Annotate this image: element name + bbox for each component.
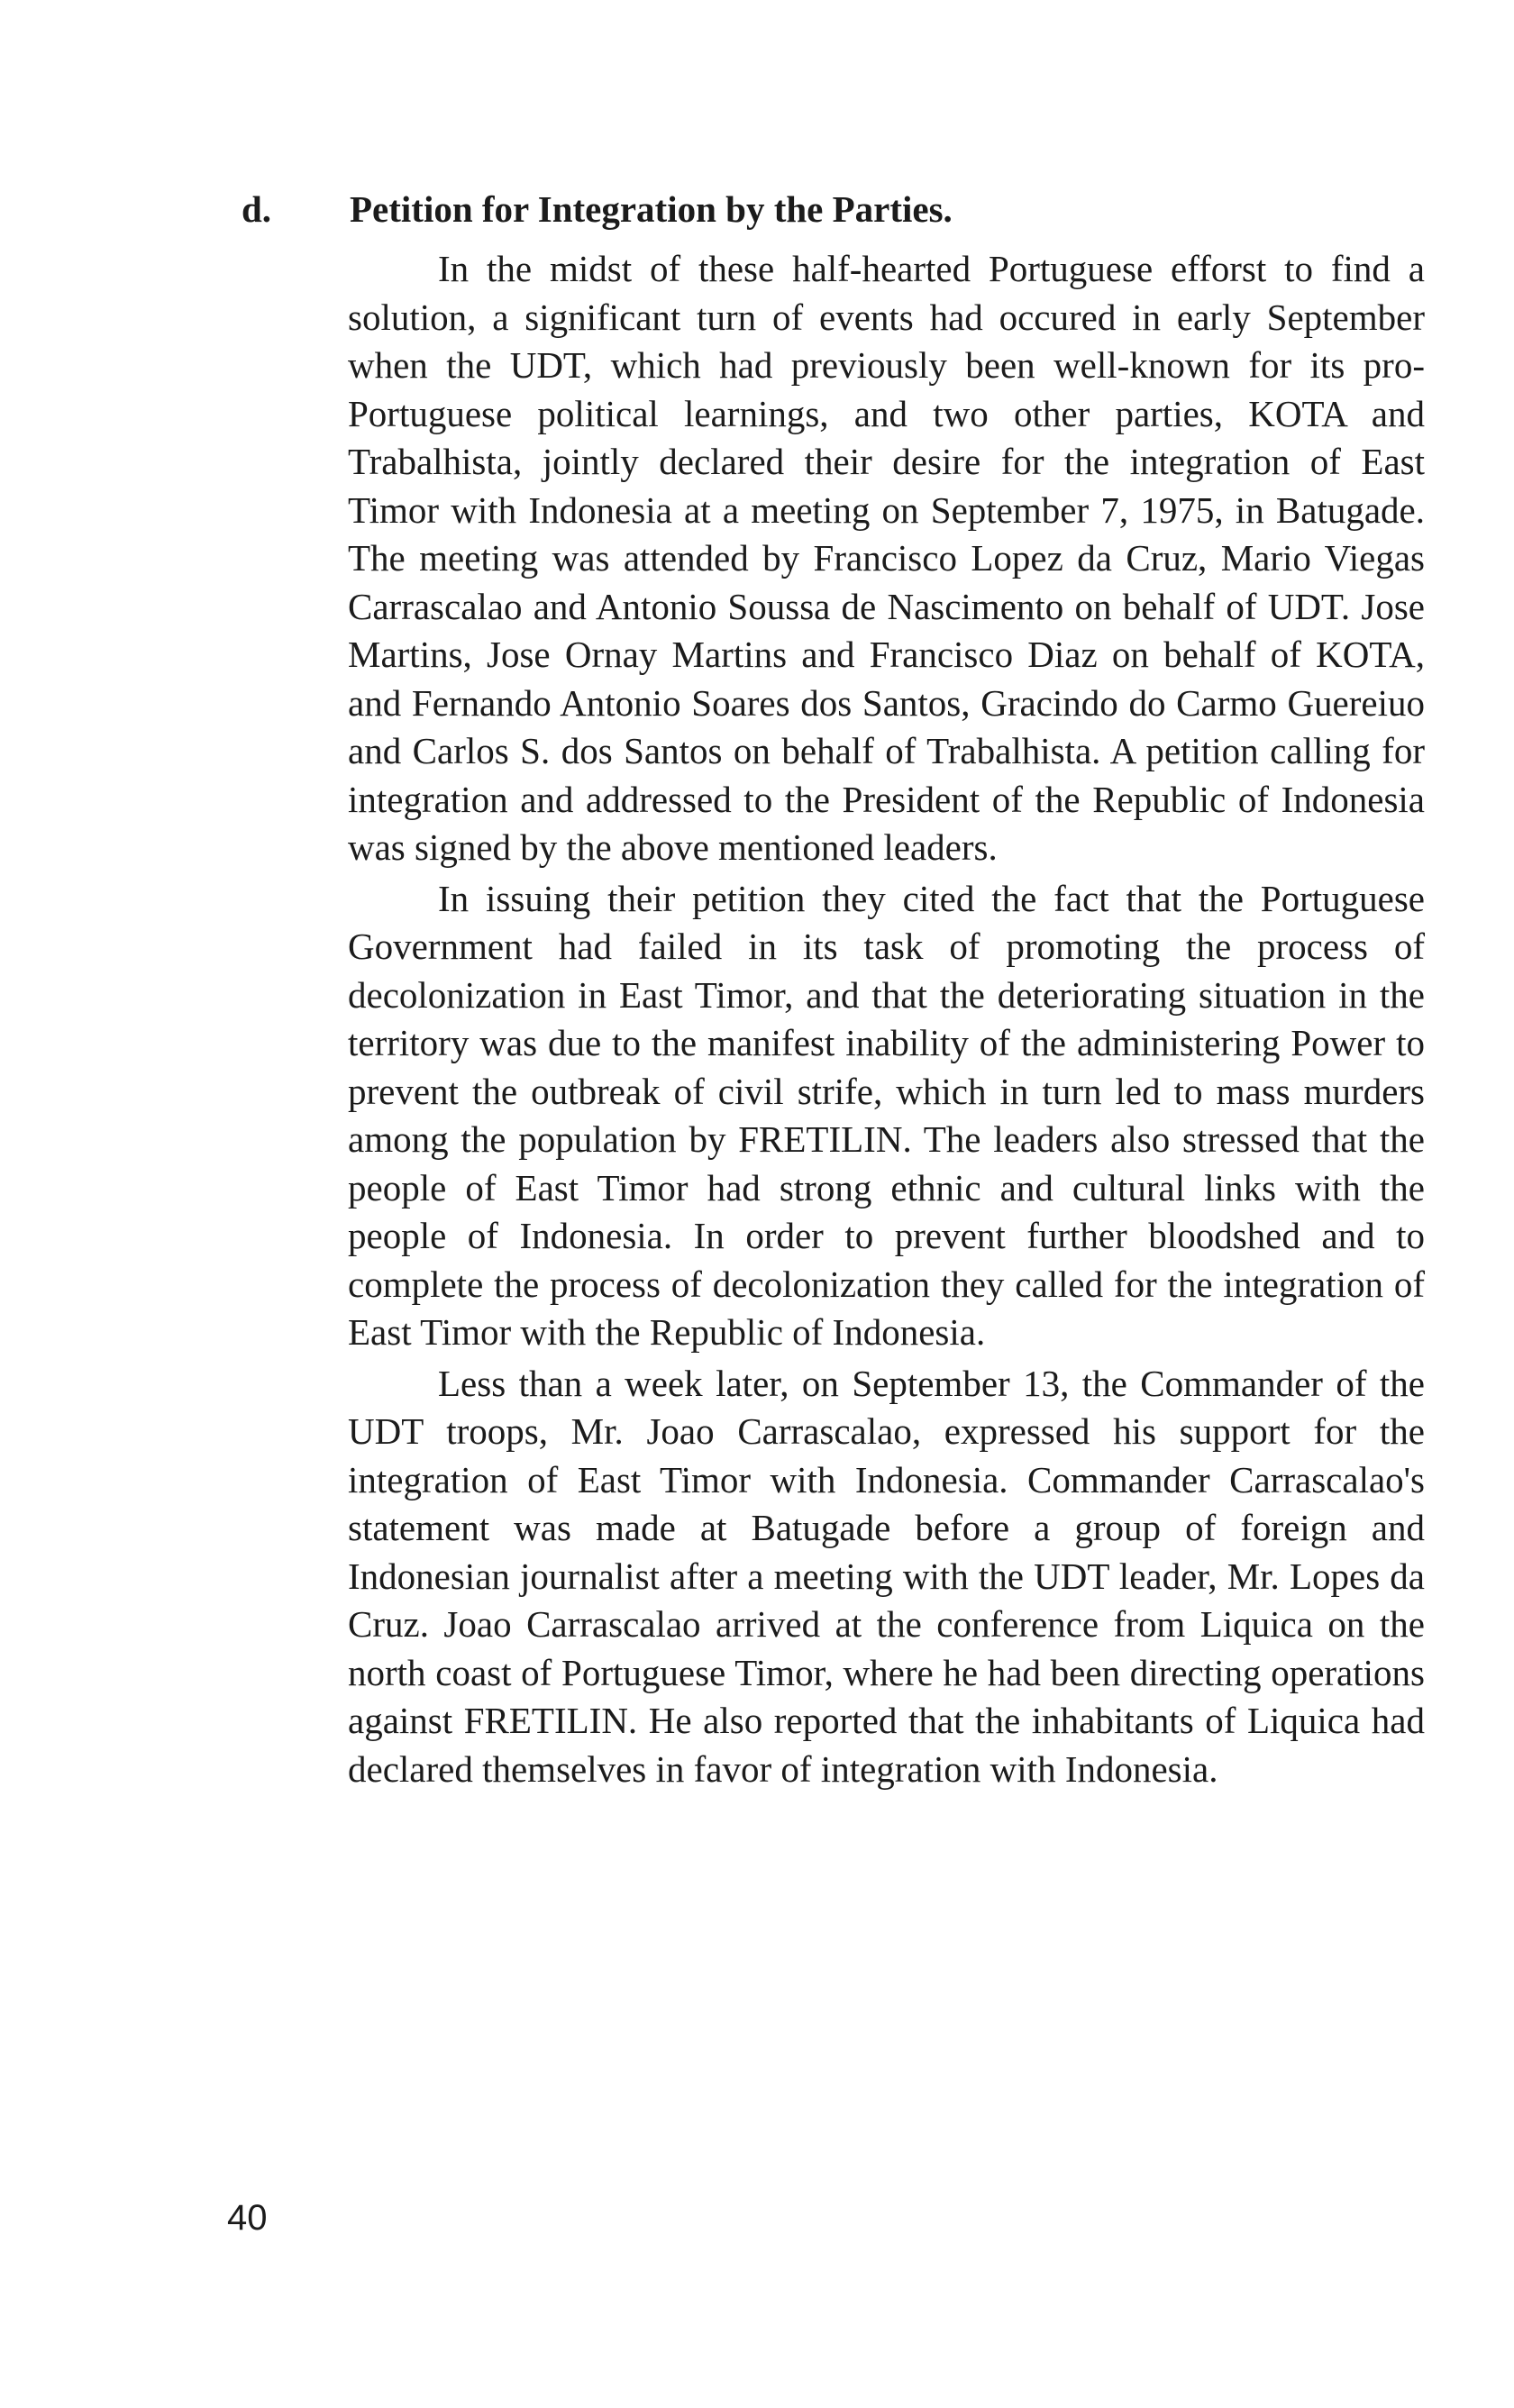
paragraph-petition: In the midst of these half-hearted Portuguese efforst to find a solution, a significant turn of events had occured in early September when the UDT, which had previously been well-known for its pro-Portuguese political learnings, and two other parties, KOTA and Trabalhista, jointly declared their desire for the integration of East Timor with Indonesia at a meeting on September 7, 1975, in Batugade. The meeting was attended by Francisco Lopez da Cruz, Mario Viegas Carrascalao and Antonio Soussa de Nascimento on behalf of UDT. Jose Martins, Jose Ornay Martins and Francisco Diaz on behalf of KOTA, and Fernando Antonio Soares dos Santos, Gracindo do Carmo Guereiuo and Carlos S. dos Santos on behalf of Trabalhista. A petition calling for integration and addressed to the President of the Republic of Indonesia was signed by the above mentioned leaders. <box>348 248 1425 868</box>
page-number: 40 <box>227 2198 268 2238</box>
section-heading <box>242 187 1458 231</box>
section-marker: d. <box>242 188 272 230</box>
paragraph-carrascalao: Less than a week later, on September 13, the Commander of the UDT troops, Mr. Joao Carrascalao, expressed his support for the integration of East Timor with Indonesia. Commander Carrascalao's statement was made at Batugade before a group of foreign and Indonesian journalist after a meeting with the UDT leader, Mr. Lopes da Cruz. Joao Carrascalao arrived at the conference from Liquica on the north coast of Portuguese Timor, where he had been directing operations against FRETILIN. He also reported that the inhabitants of Liquica had declared themselves in favor of integration with Indonesia. <box>348 1362 1425 1790</box>
section-title: Petition for Integration by the Parties. <box>350 188 953 230</box>
paragraph-reasons: In issuing their petition they cited the fact that the Portuguese Government had failed in its task of promoting the process of decolonization in East Timor, and that the deteriorating situation in the territory was due to the manifest inability of the administering Power to prevent the outbreak of civil strife, which in turn led to mass murders among the population by FRETILIN. The leaders also stressed that the people of East Timor had strong ethnic and cultural links with the people of Indonesia. In order to prevent further bloodshed and to complete the process of decolonization they called for the integration of East Timor with the Republic of Indonesia. <box>348 877 1425 1353</box>
body-text <box>348 245 1425 1793</box>
